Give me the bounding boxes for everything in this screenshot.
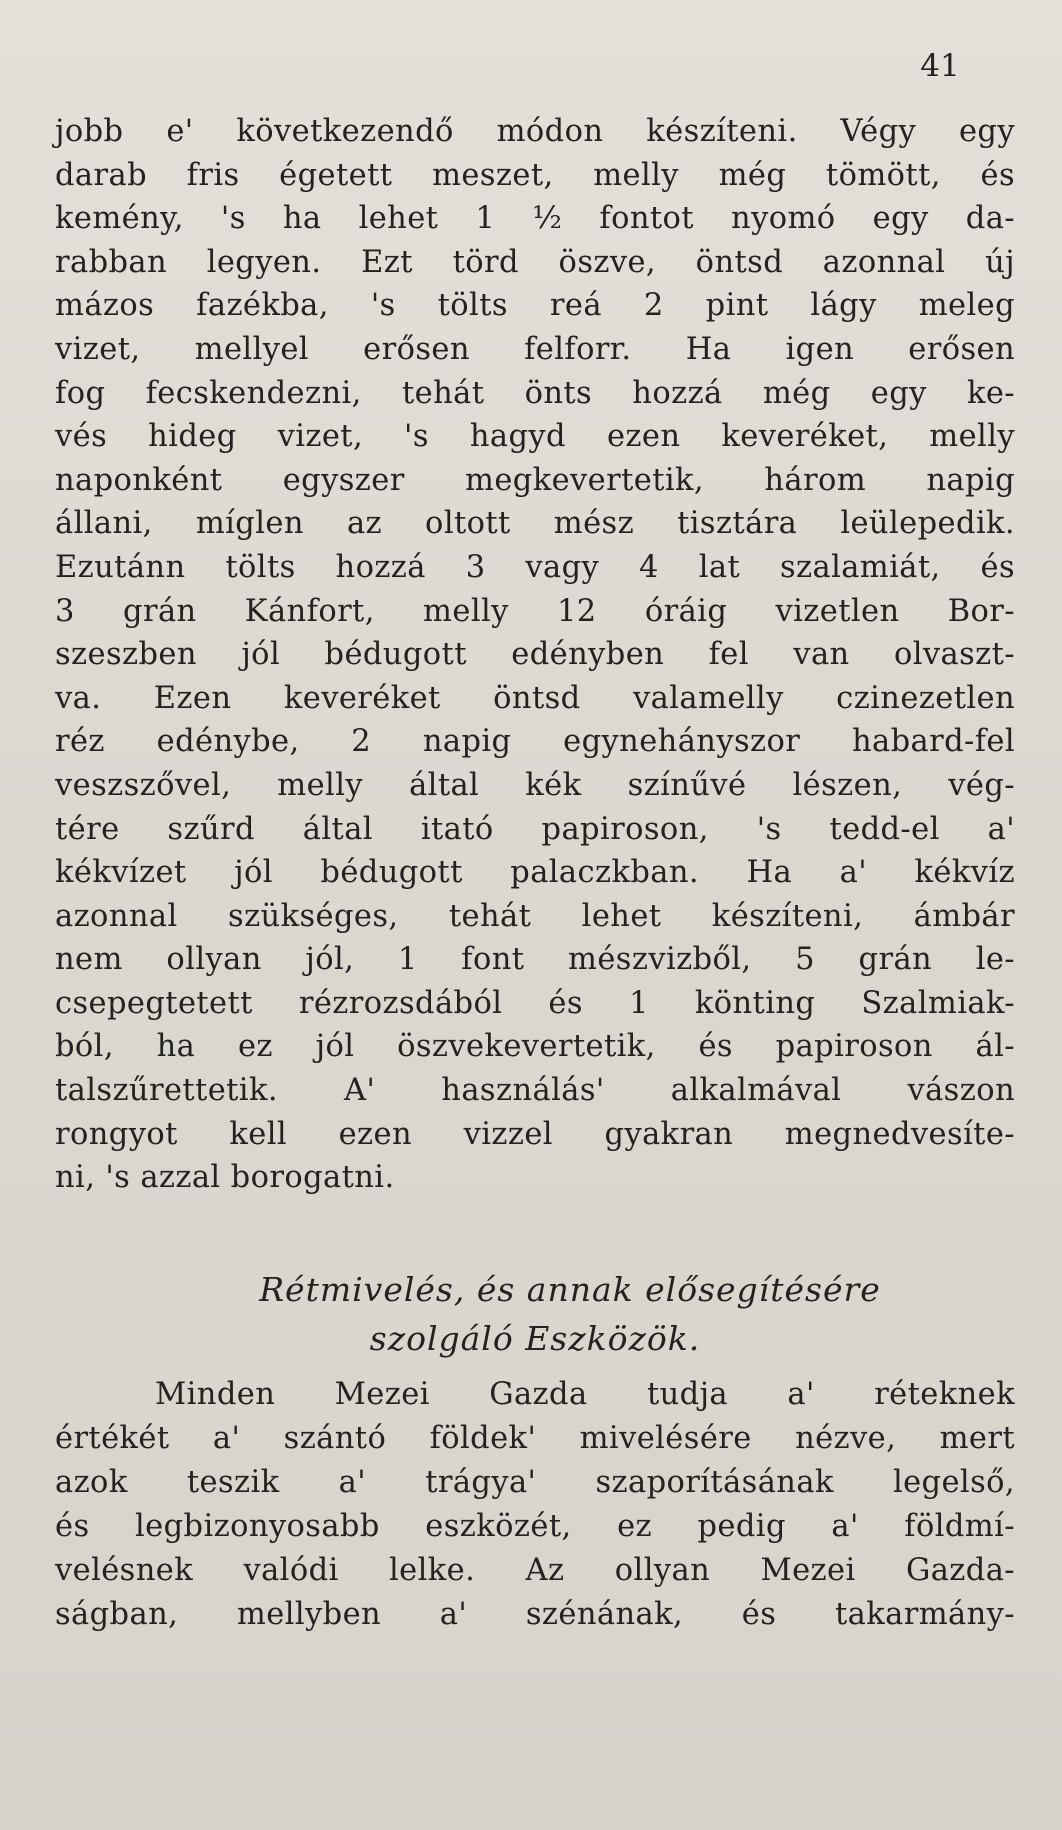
text-line: réz edénybe, 2 napig egynehányszor habard-fel (55, 724, 1015, 760)
text-line: veszszővel, melly által kék színűvé lészen, vég- (55, 767, 1015, 803)
text-line: nem ollyan jól, 1 font mészvizből, 5 grán le- (55, 942, 1015, 978)
paragraph-2 (55, 1373, 1015, 1637)
paragraph-1 (55, 110, 1015, 1200)
text-line: ból, ha ez jól öszvekevertetik, és papiroson ál- (55, 1029, 1015, 1065)
text-line: darab fris égetett meszet, melly még tömött, és (55, 157, 1015, 193)
text-line: tére szűrd által itató papiroson, 's tedd-el a' (55, 811, 1015, 847)
text-line: Ezutánn tölts hozzá 3 vagy 4 lat szalamiát, és (55, 549, 1015, 585)
text-line: velésnek valódi lelke. Az ollyan Mezei Gazda- (55, 1553, 1015, 1588)
text-line: kemény, 's ha lehet 1 ½ fontot nyomó egy da- (55, 201, 1015, 237)
heading-line: Rétmivelés, és annak elősegítésére (259, 1270, 881, 1309)
text-line: ni, 's azzal borogatni. (55, 1160, 395, 1196)
text-line: rabban legyen. Ezt törd öszve, öntsd azonnal új (55, 244, 1015, 280)
text-line: csepegtetett rézrozsdából és 1 könting Szalmiak- (55, 985, 1015, 1021)
text-line: szeszben jól bédugott edényben fel van olvaszt- (55, 637, 1015, 673)
page-number: 41 (920, 48, 960, 84)
text-line: állani, míglen az oltott mész tisztára leülepedik. (55, 506, 1015, 542)
text-line: 3 grán Kánfort, melly 12 óráig vizetlen Bor- (55, 593, 1015, 629)
text-line: kékvízet jól bédugott palaczkban. Ha a' kékvíz (55, 855, 1015, 891)
text-line: vizet, mellyel erősen felforr. Ha igen erősen (55, 331, 1015, 367)
text-line: és legbizonyosabb eszközét, ez pedig a' földmí- (55, 1509, 1015, 1544)
text-line: jobb e' következendő módon készíteni. Végy egy (55, 114, 1015, 149)
text-line: Minden Mezei Gazda tudja a' réteknek (155, 1377, 1015, 1412)
text-line: mázos fazékba, 's tölts reá 2 pint lágy meleg (55, 288, 1015, 324)
text-line: rongyot kell ezen vizzel gyakran megnedvesíte- (55, 1116, 1015, 1152)
text-line: fog fecskendezni, tehát önts hozzá még egy ke- (55, 375, 1015, 411)
text-line: azonnal szükséges, tehát lehet készíteni, ámbár (55, 898, 1015, 934)
text-line: ságban, mellyben a' szénának, és takarmány- (55, 1597, 1015, 1632)
text-line: azok teszik a' trágya' szaporításának legelső, (55, 1465, 1015, 1500)
text-line: értékét a' szántó földek' mivelésére nézve, mert (55, 1421, 1015, 1456)
text-line: naponként egyszer megkevertetik, három napig (55, 462, 1015, 498)
text-line: vés hideg vizet, 's hagyd ezen keveréket, melly (55, 419, 1015, 455)
text-line: va. Ezen keveréket öntsd valamelly czinezetlen (55, 680, 1015, 716)
text-line: talszűrettetik. A' használás' alkalmával vászon (55, 1073, 1015, 1109)
heading-line: szolgáló Eszközök. (369, 1319, 701, 1358)
section-heading (55, 1265, 1015, 1363)
